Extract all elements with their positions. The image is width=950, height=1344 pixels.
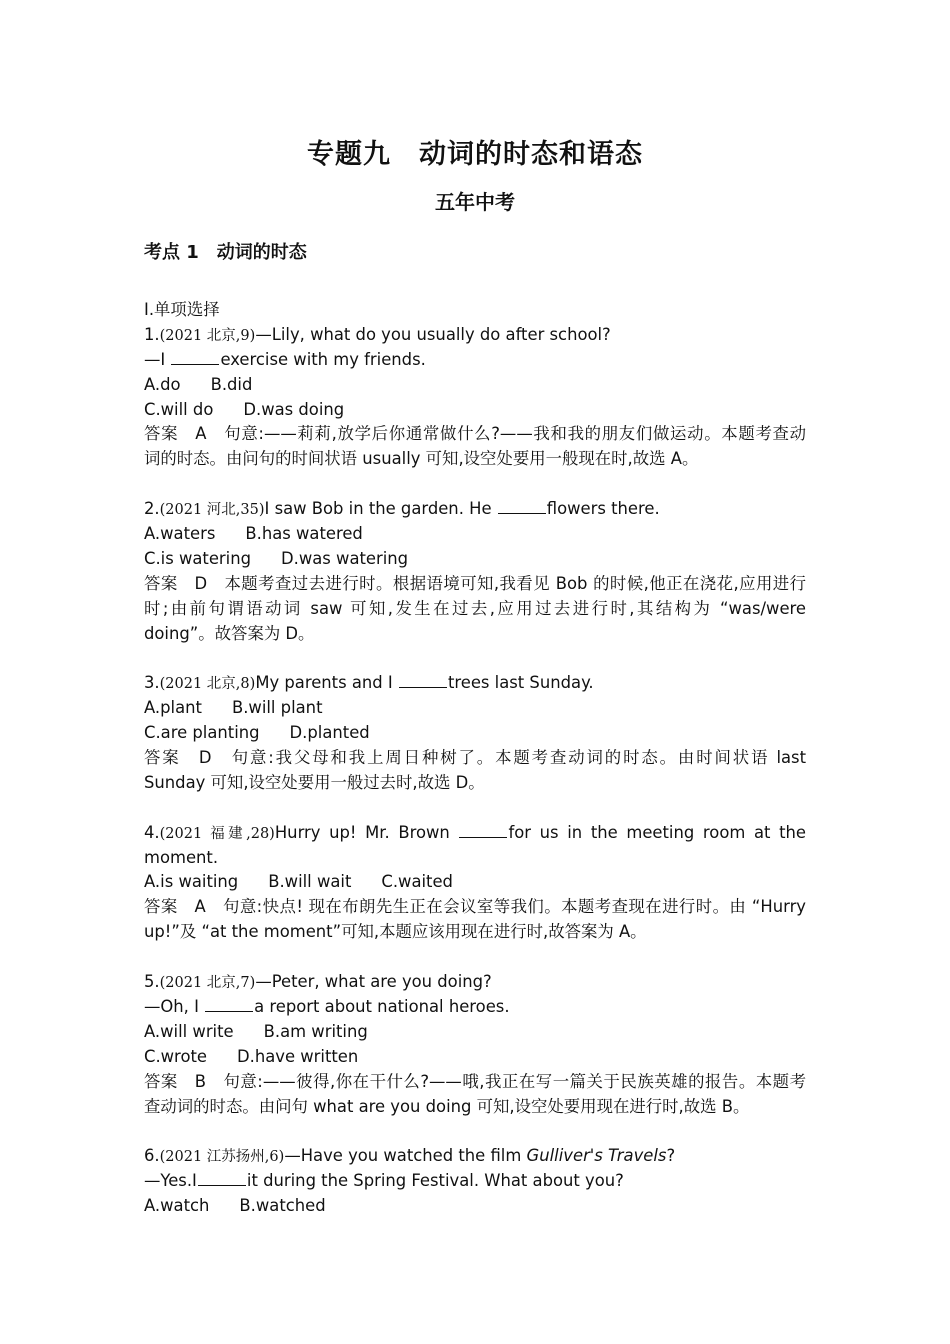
question-5 [144, 970, 806, 1119]
question-1 [144, 323, 806, 472]
question-2 [144, 497, 806, 646]
answer-blank [399, 673, 447, 688]
options-row [144, 870, 806, 895]
option: B.watched [239, 1196, 326, 1216]
question-stem: 1.(2021 北京,9)—Lily, what do you usually do after school? [144, 324, 611, 344]
question-3 [144, 671, 806, 795]
option: A.will write [144, 1021, 234, 1041]
options-row [144, 721, 806, 746]
answer-line: doing”。故答案为 D。 [144, 623, 315, 643]
option: D.have written [236, 1046, 359, 1066]
question-stem-continued: moment. [144, 847, 219, 867]
question-reply: —I exercise with my friends. [144, 349, 426, 369]
option: B.will wait [268, 872, 352, 892]
option: C.are planting [144, 723, 260, 743]
answer-blank [198, 1171, 246, 1186]
option: C.wrote [144, 1046, 207, 1066]
option: D.planted [289, 723, 370, 743]
answer-blank [498, 499, 546, 514]
options-row [144, 1020, 806, 1045]
options-row [144, 547, 806, 572]
film-title: Gulliver's Travels [526, 1146, 667, 1166]
options-row [144, 696, 806, 721]
answer-letter: D [194, 573, 208, 593]
option: C.is watering [144, 548, 252, 568]
option: B.did [210, 374, 253, 394]
answer-line: 查动词的时态。由问句 what are you doing 可知,设空处要用现在进行时,故选 B。 [144, 1096, 750, 1116]
option: D.was doing [243, 399, 345, 419]
page-subtitle: 五年中考 [435, 190, 515, 214]
option: D.was watering [281, 548, 409, 568]
question-stem: 6.(2021 江苏扬州,6)—Have you watched the film Gulliver's Travels? [144, 1146, 676, 1166]
option: A.waters [144, 524, 216, 544]
question-stem: 3.(2021 北京,8)My parents and I trees last Sunday. [144, 673, 594, 693]
option: A.do [144, 374, 181, 394]
section-heading: 考点 1 动词的时态 [144, 242, 307, 263]
question-source: (2021 北京,8) [159, 676, 256, 693]
answer-line: 答案 A 句意:快点! 现在布朗先生正在会议室等我们。本题考查现在进行时。由 “Hurry [144, 897, 807, 917]
question-source: (2021 福建,28) [159, 825, 275, 842]
answer-blank [171, 350, 219, 365]
answer-letter: A [194, 897, 206, 917]
answer-line: 时;由前句谓语动词 saw 可知,发生在过去,应用过去进行时,其结构为 “was/were [144, 598, 806, 618]
answer-line: 答案 A 句意:——莉莉,放学后你通常做什么?——我和我的朋友们做运动。本题考查动 [144, 424, 807, 444]
question-source: (2021 北京,9) [159, 327, 256, 344]
option: C.will do [144, 399, 214, 419]
question-reply: —Oh, I a report about national heroes. [144, 996, 510, 1016]
question-4 [144, 821, 806, 945]
option: B.will plant [231, 698, 323, 718]
option: A.watch [144, 1196, 210, 1216]
options-row [144, 522, 806, 547]
question-stem: 4.(2021 福建,28)Hurry up! Mr. Brown for us in the meeting room at the [144, 822, 807, 842]
option: A.plant [144, 698, 202, 718]
options-row [144, 398, 806, 423]
question-source: (2021 北京,7) [159, 975, 256, 992]
answer-line: 答案 D 本题考查过去进行时。根据语境可知,我看见 Bob 的时候,他正在浇花,应用进行 [144, 573, 807, 593]
answer-blank [205, 997, 253, 1012]
answer-line: 答案 D 句意:我父母和我上周日种树了。本题考查动词的时态。由时间状语 last [144, 748, 807, 768]
answer-line: up!”及 “at the moment”可知,本题应该用现在进行时,故答案为 A。 [144, 922, 647, 942]
question-reply: —Yes.I it during the Spring Festival. What about you? [144, 1171, 624, 1191]
part-label: Ⅰ.单项选择 [144, 300, 220, 319]
question-source: (2021 河北,35) [159, 502, 265, 519]
question-stem: 5.(2021 北京,7)—Peter, what are you doing? [144, 972, 492, 992]
options-row [144, 1045, 806, 1070]
answer-blank [459, 823, 507, 838]
option: B.am writing [263, 1021, 368, 1041]
answer-letter: D [198, 748, 212, 768]
options-row [144, 1194, 806, 1219]
option: C.waited [381, 872, 453, 892]
option: B.has watered [245, 524, 363, 544]
question-source: (2021 江苏扬州,6) [159, 1149, 285, 1166]
answer-line: 答案 B 句意:——彼得,你在干什么?——哦,我正在写一篇关于民族英雄的报告。本题考 [144, 1071, 806, 1091]
page-title: 专题九 动词的时态和语态 [307, 139, 643, 170]
answer-letter: B [194, 1071, 207, 1091]
question-list [144, 298, 806, 1219]
answer-line: 词的时态。由问句的时间状语 usually 可知,设空处要用一般现在时,故选 A。 [144, 449, 699, 469]
options-row [144, 373, 806, 398]
question-stem: 2.(2021 河北,35)I saw Bob in the garden. He flowers there. [144, 499, 660, 519]
option: A.is waiting [144, 872, 239, 892]
answer-letter: A [195, 424, 207, 444]
answer-line: Sunday 可知,设空处要用一般过去时,故选 D。 [144, 772, 485, 792]
question-6 [144, 1144, 806, 1219]
